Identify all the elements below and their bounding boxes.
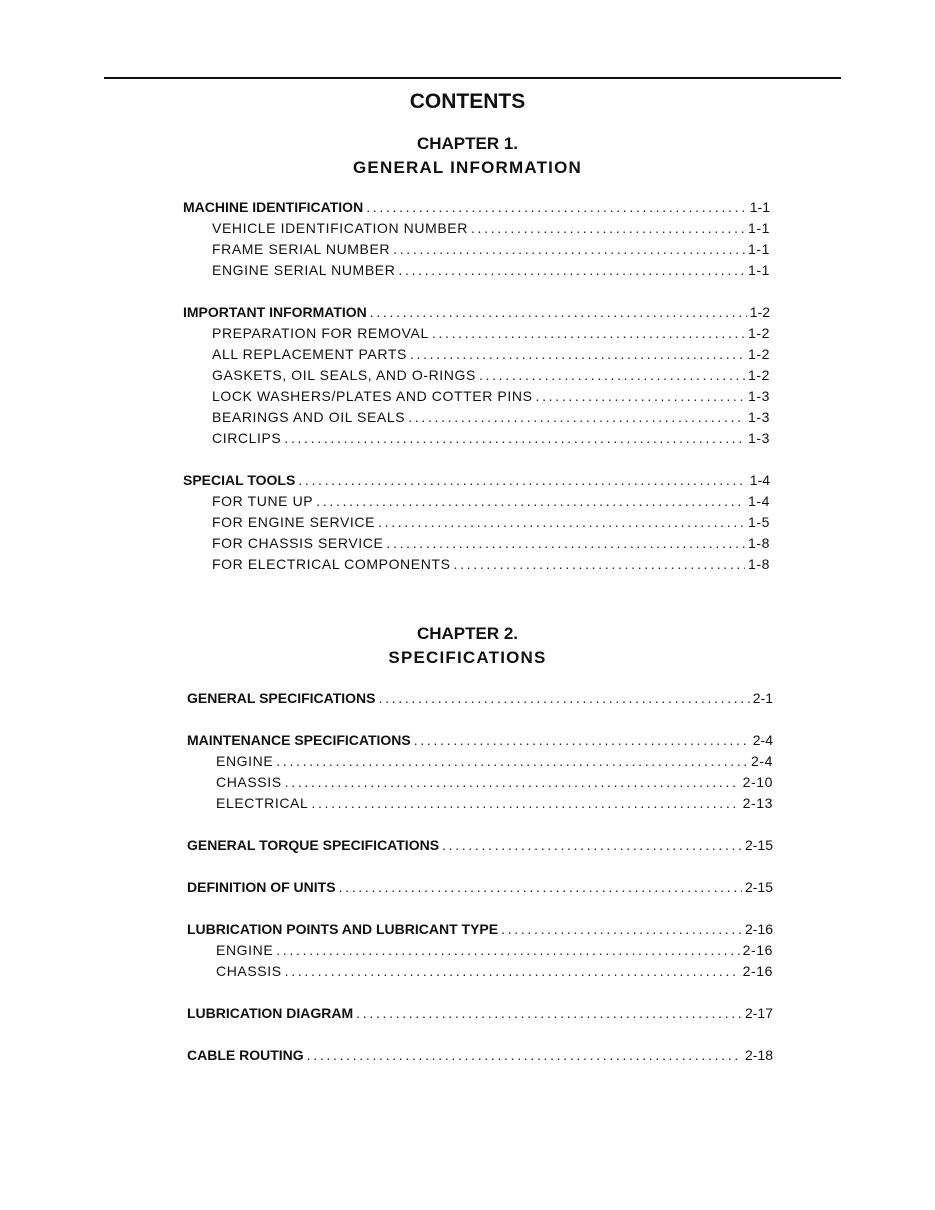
toc-page-number: 1-8: [747, 556, 770, 572]
toc-entry-label: GASKETS, OIL SEALS, AND O-RINGS: [212, 367, 476, 383]
leader-dots: [285, 774, 740, 790]
page-title: CONTENTS: [409, 90, 526, 113]
group-spacer: [187, 711, 773, 732]
toc-entry-label: DEFINITION OF UNITS: [187, 879, 336, 895]
toc-subsection-entry: [187, 795, 773, 816]
toc-section-entry: [187, 1047, 773, 1068]
toc-page-number: 1-3: [747, 388, 770, 404]
leader-dots: [378, 514, 745, 530]
chapter-1-name: GENERAL INFORMATION: [353, 158, 582, 177]
group-spacer: [187, 984, 773, 1005]
toc-entry-label: ENGINE: [216, 753, 274, 769]
leader-dots: [316, 493, 745, 509]
toc-page-number: 1-2: [747, 367, 770, 383]
toc-page-number: 1-2: [749, 304, 770, 320]
toc-subsection-entry: [183, 514, 770, 535]
toc-page-number: 2-17: [744, 1005, 773, 1021]
leader-dots: [298, 472, 746, 488]
toc-subsection-entry: [183, 556, 770, 577]
chapter-1-heading: [0, 132, 935, 180]
toc-page-number: 1-8: [747, 535, 770, 551]
toc-entry-label: FOR CHASSIS SERVICE: [212, 535, 384, 551]
toc-entry-label: VEHICLE IDENTIFICATION NUMBER: [212, 220, 468, 236]
leader-dots: [339, 879, 742, 895]
toc-page-number: 1-1: [747, 262, 770, 278]
toc-subsection-entry: [183, 430, 770, 451]
toc-page-number: 2-4: [750, 753, 773, 769]
leader-dots: [442, 837, 742, 853]
leader-dots: [393, 241, 745, 257]
toc-page-number: 2-1: [752, 690, 773, 706]
toc-entry-label: GENERAL TORQUE SPECIFICATIONS: [187, 837, 440, 853]
toc-page-number: 2-16: [742, 963, 773, 979]
toc-entry-label: FRAME SERIAL NUMBER: [212, 241, 391, 257]
toc-entry-label: FOR ENGINE SERVICE: [212, 514, 376, 530]
toc-section-entry: [187, 921, 773, 942]
leader-dots: [471, 220, 745, 236]
leader-dots: [386, 535, 745, 551]
toc-subsection-entry: [187, 942, 773, 963]
toc-section-entry: [183, 304, 770, 325]
toc-entry-label: LOCK WASHERS/PLATES AND COTTER PINS: [212, 388, 533, 404]
toc-page-number: 2-15: [744, 879, 773, 895]
leader-dots: [398, 262, 745, 278]
toc-subsection-entry: [183, 493, 770, 514]
toc-subsection-entry: [187, 753, 773, 774]
group-spacer: [187, 816, 773, 837]
toc-entry-label: MACHINE IDENTIFICATION: [183, 199, 364, 215]
toc-subsection-entry: [183, 325, 770, 346]
leader-dots: [408, 409, 745, 425]
chapter-2-name: SPECIFICATIONS: [388, 648, 547, 667]
leader-dots: [276, 753, 748, 769]
toc-page-number: 1-2: [747, 325, 770, 341]
toc-page-number: 1-1: [747, 220, 770, 236]
toc-page-number: 1-1: [747, 241, 770, 257]
toc-subsection-entry: [183, 367, 770, 388]
chapter-2-heading: [0, 622, 935, 670]
toc-entry-label: PREPARATION FOR REMOVAL: [212, 325, 429, 341]
toc-entry-label: SPECIAL TOOLS: [183, 472, 296, 488]
toc-entry-label: IMPORTANT INFORMATION: [183, 304, 367, 320]
leader-dots: [410, 346, 745, 362]
toc-subsection-entry: [183, 388, 770, 409]
toc-page-number: 1-4: [749, 472, 770, 488]
toc-section-entry: [183, 472, 770, 493]
toc-section-entry: [187, 837, 773, 858]
toc-section-entry: [187, 690, 773, 711]
toc-subsection-entry: [187, 963, 773, 984]
toc-subsection-entry: [183, 535, 770, 556]
toc-entry-label: ENGINE: [216, 942, 274, 958]
group-spacer: [187, 1026, 773, 1047]
toc-entry-label: MAINTENANCE SPECIFICATIONS: [187, 732, 411, 748]
leader-dots: [366, 199, 747, 215]
group-spacer: [183, 451, 770, 472]
toc-entry-label: FOR ELECTRICAL COMPONENTS: [212, 556, 451, 572]
toc-subsection-entry: [183, 346, 770, 367]
leader-dots: [454, 556, 745, 572]
leader-dots: [276, 942, 739, 958]
toc-subsection-entry: [183, 262, 770, 283]
toc-entry-label: ALL REPLACEMENT PARTS: [212, 346, 407, 362]
toc-page-number: 1-2: [747, 346, 770, 362]
toc-page-number: 1-3: [747, 430, 770, 446]
toc-section-entry: [187, 879, 773, 900]
toc-section-entry: [183, 199, 770, 220]
leader-dots: [285, 963, 740, 979]
leader-dots: [536, 388, 745, 404]
group-spacer: [183, 283, 770, 304]
leader-dots: [432, 325, 745, 341]
chapter-1-number: CHAPTER 1.: [416, 134, 519, 153]
chapter-2-number: CHAPTER 2.: [416, 624, 519, 643]
leader-dots: [311, 795, 739, 811]
toc-entry-label: CIRCLIPS: [212, 430, 282, 446]
toc-subsection-entry: [183, 409, 770, 430]
leader-dots: [414, 732, 750, 748]
toc-section-entry: [187, 732, 773, 753]
toc-entry-label: BEARINGS AND OIL SEALS: [212, 409, 406, 425]
toc-entry-label: ENGINE SERIAL NUMBER: [212, 262, 396, 278]
toc-page-number: 2-15: [744, 837, 773, 853]
group-spacer: [187, 858, 773, 879]
toc-entry-label: CHASSIS: [216, 774, 282, 790]
leader-dots: [356, 1005, 742, 1021]
chapter-2-toc: [187, 690, 773, 1068]
toc-subsection-entry: [183, 241, 770, 262]
toc-section-entry: [187, 1005, 773, 1026]
toc-entry-label: LUBRICATION DIAGRAM: [187, 1005, 354, 1021]
leader-dots: [307, 1047, 742, 1063]
toc-entry-label: ELECTRICAL: [216, 795, 309, 811]
toc-page-number: 2-10: [742, 774, 773, 790]
toc-page-number: 1-4: [747, 493, 770, 509]
chapter-1-toc: [183, 199, 770, 577]
toc-page-number: 2-13: [742, 795, 773, 811]
toc-page-number: 1-1: [749, 199, 770, 215]
toc-page-number: 1-3: [747, 409, 770, 425]
leader-dots: [479, 367, 745, 383]
toc-entry-label: FOR TUNE UP: [212, 493, 314, 509]
leader-dots: [284, 430, 745, 446]
toc-page-number: 2-4: [752, 732, 773, 748]
toc-entry-label: CABLE ROUTING: [187, 1047, 304, 1063]
toc-page-number: 2-18: [744, 1047, 773, 1063]
toc-page-number: 1-5: [747, 514, 770, 530]
toc-entry-label: GENERAL SPECIFICATIONS: [187, 690, 376, 706]
toc-entry-label: LUBRICATION POINTS AND LUBRICANT TYPE: [187, 921, 499, 937]
leader-dots: [501, 921, 742, 937]
top-rule: [104, 77, 841, 79]
toc-page-number: 2-16: [742, 942, 773, 958]
toc-subsection-entry: [187, 774, 773, 795]
toc-subsection-entry: [183, 220, 770, 241]
toc-page-number: 2-16: [744, 921, 773, 937]
group-spacer: [187, 900, 773, 921]
toc-entry-label: CHASSIS: [216, 963, 282, 979]
leader-dots: [379, 690, 750, 706]
leader-dots: [370, 304, 747, 320]
